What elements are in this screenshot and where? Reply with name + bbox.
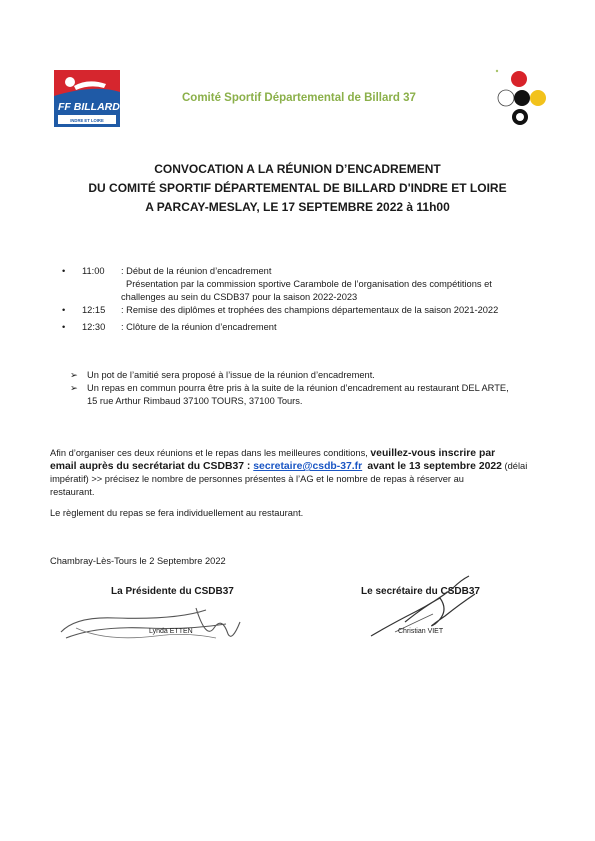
text: Afin d’organiser ces deux réunions et le repas dans les meilleures conditions, bbox=[50, 448, 371, 458]
notes-list bbox=[70, 369, 509, 408]
agenda-subtext-line-1: Présentation par la commission sportive Carambole de l’organisation des compétitions et bbox=[126, 279, 492, 289]
right-signatory-name: Christian VIET bbox=[398, 628, 444, 635]
note-text-line-1: Un repas en commun pourra être pris à la suite de la réunion d’encadrement au restaurant DEL ARTE, bbox=[87, 383, 509, 393]
agenda-item bbox=[62, 265, 492, 278]
logo-title: FF BILLARD bbox=[58, 101, 120, 113]
note-item bbox=[70, 382, 509, 408]
note-text: Un pot de l’amitié sera proposé à l’issue de la réunion d’encadrement. bbox=[87, 370, 375, 380]
title-line-2: DU COMITÉ SPORTIF DÉPARTEMENTAL DE BILLARD D'INDRE ET LOIRE bbox=[88, 181, 507, 195]
text: restaurant. bbox=[50, 487, 95, 497]
place-and-date: Chambray-Lès-Tours le 2 Septembre 2022 bbox=[50, 556, 226, 566]
right-signatory-title: Le secrétaire du CSDB37 bbox=[361, 586, 480, 597]
agenda-time: 11:00 bbox=[82, 266, 105, 276]
agenda-time: 12:15 bbox=[82, 305, 106, 315]
agenda-description: : Début de la réunion d’encadrement bbox=[121, 266, 272, 276]
bullet: • bbox=[62, 266, 66, 276]
note-item bbox=[70, 369, 509, 382]
billiard-balls-logo bbox=[494, 68, 550, 132]
ff-billard-logo bbox=[54, 70, 120, 127]
payment-paragraph: Le règlement du repas se fera individuellement au restaurant. bbox=[50, 508, 304, 518]
note-text-line-2: 15 rue Arthur Rimbaud 37100 TOURS, 37100 Tours. bbox=[87, 396, 303, 406]
text: impératif) >> précisez le nombre de personnes présentes à l’AG et le nombre de repas à réserver au bbox=[50, 474, 464, 484]
registration-instructions bbox=[50, 447, 540, 528]
arrow-bullet-icon: ➢ bbox=[70, 383, 78, 393]
president-signature bbox=[56, 598, 246, 648]
agenda-subtext bbox=[62, 278, 492, 304]
title-line-3: A PARCAY-MESLAY, LE 17 SEPTEMBRE 2022 à 11h00 bbox=[145, 200, 450, 214]
organization-name: Comité Sportif Départemental de Billard 37 bbox=[182, 92, 416, 104]
title-line-1: CONVOCATION A LA RÉUNION D’ENCADREMENT bbox=[154, 162, 441, 176]
registration-paragraph bbox=[50, 447, 540, 499]
bullet: • bbox=[62, 322, 66, 332]
agenda-description: : Clôture de la réunion d’encadrement bbox=[121, 322, 277, 332]
agenda-item bbox=[62, 304, 499, 317]
agenda-time: 12:30 bbox=[82, 322, 106, 332]
left-signatory-title: La Présidente du CSDB37 bbox=[111, 586, 234, 597]
agenda-description: : Remise des diplômes et trophées des champions départementaux de la saison 2021-2022 bbox=[121, 305, 499, 315]
agenda-item bbox=[62, 321, 492, 334]
logo-subtitle: INDRE ET LOIRE bbox=[70, 118, 104, 123]
arrow-bullet-icon: ➢ bbox=[70, 370, 78, 380]
agenda-list bbox=[62, 265, 499, 334]
emphasis-text: veuillez-vous inscrire par bbox=[370, 448, 496, 459]
agenda-subtext-line-2: challenges au sein du CSDB37 pour la saison 2022-2023 bbox=[121, 292, 358, 302]
left-signatory-name: Lynda ETTEN bbox=[149, 628, 193, 635]
document-title bbox=[0, 160, 595, 217]
email-link[interactable]: secretaire@csdb-37.fr bbox=[253, 461, 363, 472]
text: (délai bbox=[501, 461, 528, 471]
deadline-text: avant le 13 septembre 2022 bbox=[367, 461, 502, 472]
emphasis-text: email auprès du secrétariat du CSDB37 : bbox=[50, 461, 254, 472]
bullet: • bbox=[62, 305, 66, 315]
